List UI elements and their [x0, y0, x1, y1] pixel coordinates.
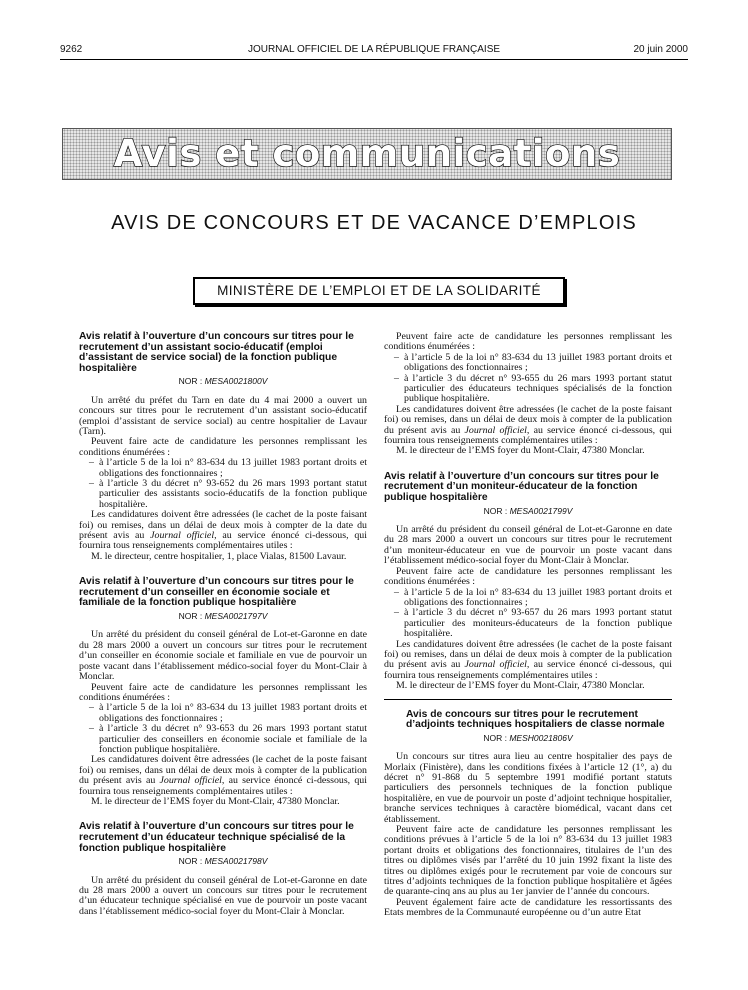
paragraph: Peuvent faire acte de candidature les personnes remplissant les conditions énumérées : — [384, 565, 672, 588]
list-item: – à l’article 5 de la loi n° 83-634 du 13 juillet 1983 portant droits et obligations des fonctionnaires ; — [89, 702, 367, 724]
section-banner — [62, 128, 672, 180]
paragraph: Les candidatures doivent être adressées (le cachet de la poste faisant foi) ou remises, dans un délai de deux mois à compter de la publication du présent avis au Journal officiel, au service énoncé ci-dessous, qui fournira tous renseignements complémentaires utiles : — [384, 638, 672, 681]
article-title: Avis relatif à l’ouverture d’un concours sur titres pour le recrutement d’un conseiller en économie sociale et familiale de la fonction publique hospitalière — [79, 576, 354, 609]
conditions-list — [79, 703, 367, 755]
nor-reference: NOR : MESA0021797V — [178, 611, 268, 622]
paragraph: Les candidatures doivent être adressées (le cachet de la poste faisant foi) ou remises, dans un délai de deux mois à compter de la date du présent avis au Journal officiel, au service énoncé ci-dessous, qui fournira tous renseignements complémentaires utiles : — [79, 509, 367, 552]
separator-rule — [384, 699, 672, 700]
paragraph: Un arrêté du président du conseil général de Lot-et-Garonne en date du 28 mars 2000 a ouvert un concours sur titres pour le recrutement d’un éducateur technique spécialisé en vue de pourvoir un poste vacant dans l’établissement médico-social foyer du Mont-Clair à Monclar. — [79, 874, 367, 917]
article-title: Avis relatif à l’ouverture d’un concours sur titres pour le recrutement d’un moniteur-éducateur de la fonction publique hospitalière — [384, 470, 659, 504]
paragraph: Peuvent faire acte de candidature les personnes remplissant les conditions énumérées : — [79, 681, 367, 703]
journal-title: JOURNAL OFFICIEL DE LA RÉPUBLIQUE FRANÇAISE — [247, 44, 501, 55]
nor-reference: NOR : MESA0021799V — [483, 505, 573, 516]
paragraph: M. le directeur, centre hospitalier, 1, place Vialas, 81500 Lavaur. — [91, 550, 347, 562]
conditions-list — [384, 588, 672, 640]
paragraph: M. le directeur de l’EMS foyer du Mont-Clair, 47380 Monclar. — [396, 680, 645, 692]
right-column — [384, 332, 672, 919]
paragraph: Un arrêté du président du conseil général de Lot-et-Garonne en date du 28 mars 2000 a ouvert un concours sur titres pour le recrutement d’un moniteur-éducateur en vue de pourvoir un poste vacant dans l’établissement médico-social foyer du Mont-Clair à Monclar. — [384, 524, 672, 567]
paragraph: Un concours sur titres aura lieu au centre hospitalier des pays de Morlaix (Finistère), dans les conditions fixées à l’article 12 (1°, a) du décret n° 91-868 du 5 septembre 1991 modifié portant statuts particuliers des personnels techniques de la fonction publique hospitalière, en vue de pourvoir un poste d’adjoint technique hospitalier, branche services techniques à caractère biomédical, vacant dans cet établissement. — [384, 751, 672, 825]
ministry-heading: MINISTÈRE DE L’EMPLOI ET DE LA SOLIDARITÉ — [193, 277, 565, 305]
page-header — [60, 44, 688, 60]
paragraph: Peuvent faire acte de candidature les personnes remplissant les conditions énumérées : — [384, 331, 672, 353]
list-item: – à l’article 3 du décret n° 93-653 du 26 mars 1993 portant statut particulier des conseillers en économie sociale et familiale de la fonction publique hospitalière. — [89, 723, 367, 755]
left-column — [79, 332, 367, 917]
list-item: – à l’article 5 de la loi n° 83-634 du 13 juillet 1983 portant droits et obligations des fonctionnaires ; — [394, 351, 672, 374]
section-title: AVIS DE CONCOURS ET DE VACANCE D’EMPLOIS — [111, 212, 637, 234]
publication-date: 20 juin 2000 — [633, 44, 688, 55]
paragraph: M. le directeur de l’EMS foyer du Mont-Clair, 47380 Monclar. — [396, 445, 645, 457]
conditions-list — [79, 458, 367, 510]
list-item: – à l’article 3 du décret n° 93-655 du 26 mars 1993 portant statut particulier des éducateurs techniques spécialisés de la fonction publique hospitalière. — [394, 372, 672, 405]
paragraph: Peuvent également faire acte de candidature les ressortissants des Etats membres de la Communauté européenne ou d’un autre Etat — [384, 896, 672, 919]
paragraph: Un arrêté du président du conseil général de Lot-et-Garonne en date du 28 mars 2000 a ouvert un concours sur titres pour le recrutement d’un conseiller en économie sociale et familiale en vue de pourvoir un poste vacant dans l’établissement médico-social foyer du Mont-Clair à Monclar. — [79, 629, 367, 683]
list-item: – à l’article 5 de la loi n° 83-634 du 13 juillet 1983 portant droits et obligations des fonctionnaires ; — [89, 457, 367, 479]
article-title: Avis relatif à l’ouverture d’un concours sur titres pour le recrutement d’un assistant socio-éducatif (emploi d’assistant de service social) de la fonction publique hospitalière — [79, 331, 354, 374]
list-item: – à l’article 3 du décret n° 93-657 du 26 mars 1993 portant statut particulier des moniteurs-éducateurs de la fonction publique hospitalière. — [394, 607, 672, 640]
nor-reference: NOR : MESA0021798V — [178, 856, 268, 867]
paragraph: Peuvent faire acte de candidature les personnes remplissant les conditions énumérées : — [79, 436, 367, 458]
nor-reference: NOR : MESH0021806V — [483, 732, 573, 743]
paragraph: Les candidatures doivent être adressées (le cachet de la poste faisant foi) ou remises, dans un délai de deux mois à compter de la publication du présent avis au Journal officiel, au service énoncé ci-dessous, qui fournira tous renseignements complémentaires utiles : — [384, 403, 672, 447]
conditions-list — [384, 353, 672, 405]
paragraph: M. le directeur de l’EMS foyer du Mont-Clair, 47380 Monclar. — [91, 795, 340, 807]
nor-reference: NOR : MESA0021800V — [178, 376, 268, 387]
page-number: 9262 — [60, 44, 83, 55]
banner-title: Avis et communications — [113, 132, 621, 175]
list-item: – à l’article 5 de la loi n° 83-634 du 13 juillet 1983 portant droits et obligations des fonctionnaires ; — [394, 586, 672, 608]
paragraph: Les candidatures doivent être adressées (le cachet de la poste faisant foi) ou remises, dans un délai de deux mois à compter de la publication du présent avis au Journal officiel, au service énoncé ci-dessous, qui fournira tous renseignements complémentaires utiles : — [79, 754, 367, 797]
header-rule — [60, 59, 688, 60]
article-title: Avis relatif à l’ouverture d’un concours sur titres pour le recrutement d’un éducateur technique spécialisé de la fonction publique hospitalière — [79, 821, 354, 854]
paragraph: Un arrêté du préfet du Tarn en date du 4 mai 2000 a ouvert un concours sur titres pour le recrutement d’un assistant socio-éducatif (emploi d’assistant de service social) au centre hospitalier de Lavaur (Tarn). — [79, 394, 367, 437]
list-item: – à l’article 3 du décret n° 93-652 du 26 mars 1993 portant statut particulier des assistants socio-éducatifs de la fonction publique hospitalière. — [89, 478, 367, 510]
article-title: Avis de concours sur titres pour le recrutement d’adjoints techniques hospitaliers de classe normale — [406, 708, 665, 731]
paragraph: Peuvent faire acte de candidature les personnes remplissant les conditions prévues à l’article 5 de la loi n° 83-634 du 13 juillet 1983 portant droits et obligations des fonctionnaires, titulaires de l’un des titres ou diplômes visés par l’arrêté du 10 juin 1992 fixant la liste des titres ou diplômes exigés pour le recrutement par voie de concours sur titres d’adjoints techniques de la fonction publique hospitalière et âgées de quarante-cinq ans au plus au 1er janvier de l’année du concours. — [384, 824, 672, 898]
